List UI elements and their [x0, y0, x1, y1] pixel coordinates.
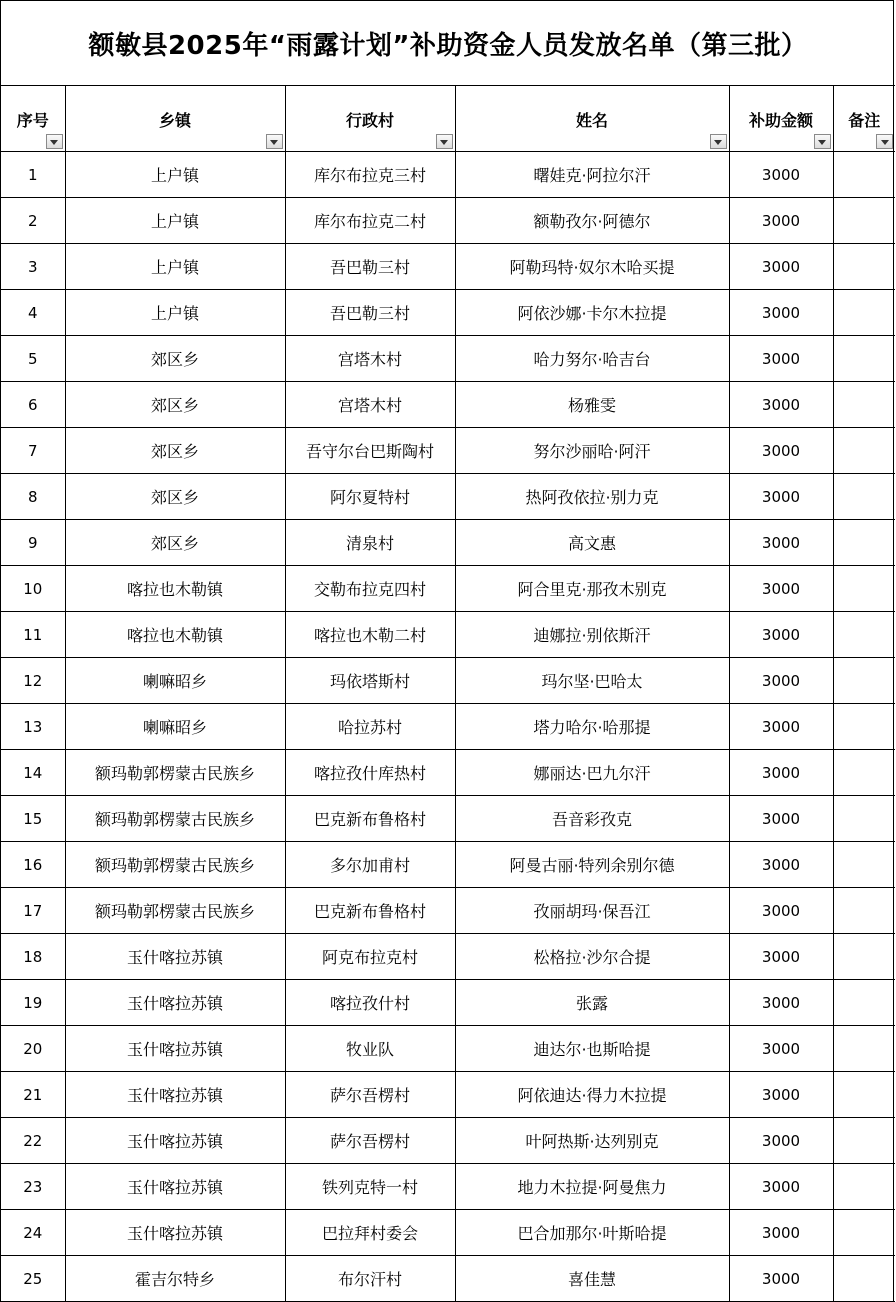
cell-township: 霍吉尔特乡	[65, 1256, 285, 1302]
cell-remarks	[833, 244, 895, 290]
cell-township: 玉什喀拉苏镇	[65, 980, 285, 1026]
cell-name: 热阿孜依拉·别力克	[455, 474, 729, 520]
header-row	[1, 86, 895, 152]
cell-remarks	[833, 1210, 895, 1256]
dropdown-arrow-icon	[270, 140, 278, 145]
cell-village: 阿克布拉克村	[285, 934, 455, 980]
cell-township: 额玛勒郭楞蒙古民族乡	[65, 888, 285, 934]
cell-township: 玉什喀拉苏镇	[65, 934, 285, 980]
cell-township: 郊区乡	[65, 520, 285, 566]
header-township	[65, 86, 285, 152]
header-name-filter-button[interactable]	[710, 134, 727, 149]
table-row	[1, 704, 895, 750]
cell-index: 12	[1, 658, 65, 704]
cell-amount: 3000	[729, 704, 833, 750]
cell-index: 19	[1, 980, 65, 1026]
cell-amount: 3000	[729, 244, 833, 290]
cell-township: 郊区乡	[65, 382, 285, 428]
cell-village: 布尔汗村	[285, 1256, 455, 1302]
dropdown-arrow-icon	[50, 140, 58, 145]
cell-township: 喀拉也木勒镇	[65, 612, 285, 658]
cell-amount: 3000	[729, 566, 833, 612]
table-row	[1, 1072, 895, 1118]
cell-township: 上户镇	[65, 152, 285, 198]
header-township-label: 乡镇	[158, 111, 191, 130]
header-village	[285, 86, 455, 152]
cell-remarks	[833, 658, 895, 704]
header-amount	[729, 86, 833, 152]
table-row	[1, 1164, 895, 1210]
cell-village: 玛依塔斯村	[285, 658, 455, 704]
cell-remarks	[833, 336, 895, 382]
cell-index: 7	[1, 428, 65, 474]
cell-village: 喀拉孜什库热村	[285, 750, 455, 796]
cell-name: 高文惠	[455, 520, 729, 566]
cell-amount: 3000	[729, 934, 833, 980]
cell-amount: 3000	[729, 888, 833, 934]
table-row	[1, 244, 895, 290]
cell-remarks	[833, 750, 895, 796]
table-row	[1, 566, 895, 612]
cell-index: 10	[1, 566, 65, 612]
cell-index: 23	[1, 1164, 65, 1210]
cell-amount: 3000	[729, 612, 833, 658]
table-body	[1, 152, 895, 1302]
cell-village: 哈拉苏村	[285, 704, 455, 750]
header-remarks-filter-button[interactable]	[876, 134, 893, 149]
cell-name: 阿合里克·那孜木别克	[455, 566, 729, 612]
cell-amount: 3000	[729, 290, 833, 336]
cell-name: 杨雅雯	[455, 382, 729, 428]
cell-name: 阿勒玛特·奴尔木哈买提	[455, 244, 729, 290]
dropdown-arrow-icon	[714, 140, 722, 145]
cell-remarks	[833, 152, 895, 198]
cell-name: 曙娃克·阿拉尔汗	[455, 152, 729, 198]
cell-remarks	[833, 1026, 895, 1072]
cell-name: 哈力努尔·哈吉台	[455, 336, 729, 382]
cell-township: 玉什喀拉苏镇	[65, 1072, 285, 1118]
cell-village: 多尔加甫村	[285, 842, 455, 888]
cell-name: 吾音彩孜克	[455, 796, 729, 842]
cell-name: 张露	[455, 980, 729, 1026]
cell-amount: 3000	[729, 382, 833, 428]
cell-index: 24	[1, 1210, 65, 1256]
table-row	[1, 382, 895, 428]
header-name-label: 姓名	[575, 111, 608, 130]
cell-name: 阿曼古丽·特列余别尔德	[455, 842, 729, 888]
recipient-table	[1, 86, 895, 1302]
cell-remarks	[833, 1072, 895, 1118]
cell-index: 2	[1, 198, 65, 244]
cell-remarks	[833, 1118, 895, 1164]
cell-amount: 3000	[729, 428, 833, 474]
cell-index: 21	[1, 1072, 65, 1118]
cell-amount: 3000	[729, 336, 833, 382]
cell-remarks	[833, 428, 895, 474]
cell-remarks	[833, 382, 895, 428]
header-index-label: 序号	[16, 111, 49, 130]
header-remarks	[833, 86, 895, 152]
cell-name: 松格拉·沙尔合提	[455, 934, 729, 980]
table-row	[1, 934, 895, 980]
cell-index: 8	[1, 474, 65, 520]
cell-village: 巴克新布鲁格村	[285, 888, 455, 934]
table-row	[1, 888, 895, 934]
cell-township: 喇嘛昭乡	[65, 658, 285, 704]
cell-remarks	[833, 842, 895, 888]
cell-remarks	[833, 612, 895, 658]
table-row	[1, 842, 895, 888]
cell-index: 18	[1, 934, 65, 980]
cell-index: 1	[1, 152, 65, 198]
cell-township: 额玛勒郭楞蒙古民族乡	[65, 842, 285, 888]
cell-village: 清泉村	[285, 520, 455, 566]
cell-index: 13	[1, 704, 65, 750]
cell-index: 16	[1, 842, 65, 888]
cell-amount: 3000	[729, 474, 833, 520]
cell-remarks	[833, 980, 895, 1026]
cell-index: 5	[1, 336, 65, 382]
cell-village: 阿尔夏特村	[285, 474, 455, 520]
cell-township: 上户镇	[65, 198, 285, 244]
cell-index: 25	[1, 1256, 65, 1302]
cell-index: 11	[1, 612, 65, 658]
cell-name: 迪娜拉·别依斯汗	[455, 612, 729, 658]
cell-amount: 3000	[729, 198, 833, 244]
cell-remarks	[833, 1256, 895, 1302]
cell-village: 萨尔吾楞村	[285, 1118, 455, 1164]
cell-village: 库尔布拉克三村	[285, 152, 455, 198]
table-row	[1, 474, 895, 520]
table-row	[1, 1256, 895, 1302]
cell-name: 阿依沙娜·卡尔木拉提	[455, 290, 729, 336]
cell-township: 玉什喀拉苏镇	[65, 1164, 285, 1210]
cell-index: 3	[1, 244, 65, 290]
document-title: 额敏县2025年“雨露计划”补助资金人员发放名单（第三批）	[1, 1, 895, 86]
cell-village: 交勒布拉克四村	[285, 566, 455, 612]
cell-remarks	[833, 888, 895, 934]
cell-township: 上户镇	[65, 244, 285, 290]
cell-name: 叶阿热斯·达列别克	[455, 1118, 729, 1164]
cell-name: 地力木拉提·阿曼焦力	[455, 1164, 729, 1210]
cell-remarks	[833, 520, 895, 566]
table-row	[1, 658, 895, 704]
header-amount-filter-button[interactable]	[814, 134, 831, 149]
cell-amount: 3000	[729, 750, 833, 796]
cell-village: 吾守尔台巴斯陶村	[285, 428, 455, 474]
cell-index: 20	[1, 1026, 65, 1072]
cell-name: 娜丽达·巴九尔汗	[455, 750, 729, 796]
cell-index: 14	[1, 750, 65, 796]
cell-name: 迪达尔·也斯哈提	[455, 1026, 729, 1072]
cell-township: 玉什喀拉苏镇	[65, 1210, 285, 1256]
cell-name: 喜佳慧	[455, 1256, 729, 1302]
cell-amount: 3000	[729, 980, 833, 1026]
dropdown-arrow-icon	[440, 140, 448, 145]
cell-township: 额玛勒郭楞蒙古民族乡	[65, 750, 285, 796]
cell-village: 牧业队	[285, 1026, 455, 1072]
cell-amount: 3000	[729, 520, 833, 566]
header-remarks-label: 备注	[848, 111, 881, 130]
cell-remarks	[833, 290, 895, 336]
cell-name: 额勒孜尔·阿德尔	[455, 198, 729, 244]
cell-index: 4	[1, 290, 65, 336]
cell-remarks	[833, 704, 895, 750]
cell-index: 15	[1, 796, 65, 842]
cell-township: 上户镇	[65, 290, 285, 336]
cell-amount: 3000	[729, 842, 833, 888]
cell-name: 玛尔坚·巴哈太	[455, 658, 729, 704]
cell-amount: 3000	[729, 1256, 833, 1302]
cell-township: 额玛勒郭楞蒙古民族乡	[65, 796, 285, 842]
header-amount-label: 补助金额	[748, 111, 813, 130]
table-row	[1, 152, 895, 198]
table-row	[1, 750, 895, 796]
table-row	[1, 336, 895, 382]
table-row	[1, 198, 895, 244]
cell-township: 郊区乡	[65, 474, 285, 520]
cell-name: 努尔沙丽哈·阿汗	[455, 428, 729, 474]
table-row	[1, 1210, 895, 1256]
cell-amount: 3000	[729, 1072, 833, 1118]
cell-village: 宫塔木村	[285, 382, 455, 428]
cell-township: 玉什喀拉苏镇	[65, 1118, 285, 1164]
cell-remarks	[833, 198, 895, 244]
cell-amount: 3000	[729, 658, 833, 704]
cell-village: 库尔布拉克二村	[285, 198, 455, 244]
table-row	[1, 1026, 895, 1072]
table-row	[1, 612, 895, 658]
cell-remarks	[833, 474, 895, 520]
cell-remarks	[833, 934, 895, 980]
cell-village: 喀拉孜什村	[285, 980, 455, 1026]
cell-index: 9	[1, 520, 65, 566]
cell-village: 吾巴勒三村	[285, 290, 455, 336]
cell-amount: 3000	[729, 1026, 833, 1072]
cell-amount: 3000	[729, 1164, 833, 1210]
cell-name: 塔力哈尔·哈那提	[455, 704, 729, 750]
header-name	[455, 86, 729, 152]
cell-index: 17	[1, 888, 65, 934]
dropdown-arrow-icon	[818, 140, 826, 145]
table-row	[1, 520, 895, 566]
dropdown-arrow-icon	[881, 140, 889, 145]
cell-village: 铁列克特一村	[285, 1164, 455, 1210]
header-index-filter-button[interactable]	[46, 134, 63, 149]
table-row	[1, 796, 895, 842]
cell-name: 巴合加那尔·叶斯哈提	[455, 1210, 729, 1256]
cell-amount: 3000	[729, 1210, 833, 1256]
cell-village: 巴克新布鲁格村	[285, 796, 455, 842]
header-index	[1, 86, 65, 152]
cell-name: 阿依迪达·得力木拉提	[455, 1072, 729, 1118]
cell-index: 6	[1, 382, 65, 428]
cell-remarks	[833, 566, 895, 612]
cell-village: 萨尔吾楞村	[285, 1072, 455, 1118]
cell-village: 喀拉也木勒二村	[285, 612, 455, 658]
cell-remarks	[833, 1164, 895, 1210]
cell-township: 郊区乡	[65, 428, 285, 474]
table-row	[1, 428, 895, 474]
header-village-filter-button[interactable]	[436, 134, 453, 149]
cell-remarks	[833, 796, 895, 842]
cell-village: 吾巴勒三村	[285, 244, 455, 290]
table-row	[1, 1118, 895, 1164]
cell-village: 宫塔木村	[285, 336, 455, 382]
cell-amount: 3000	[729, 152, 833, 198]
cell-index: 22	[1, 1118, 65, 1164]
cell-township: 玉什喀拉苏镇	[65, 1026, 285, 1072]
cell-village: 巴拉拜村委会	[285, 1210, 455, 1256]
header-township-filter-button[interactable]	[266, 134, 283, 149]
table-row	[1, 980, 895, 1026]
cell-amount: 3000	[729, 796, 833, 842]
cell-township: 喇嘛昭乡	[65, 704, 285, 750]
cell-name: 孜丽胡玛·保吾江	[455, 888, 729, 934]
header-village-label: 行政村	[345, 111, 394, 130]
table-row	[1, 290, 895, 336]
cell-township: 郊区乡	[65, 336, 285, 382]
cell-amount: 3000	[729, 1118, 833, 1164]
cell-township: 喀拉也木勒镇	[65, 566, 285, 612]
